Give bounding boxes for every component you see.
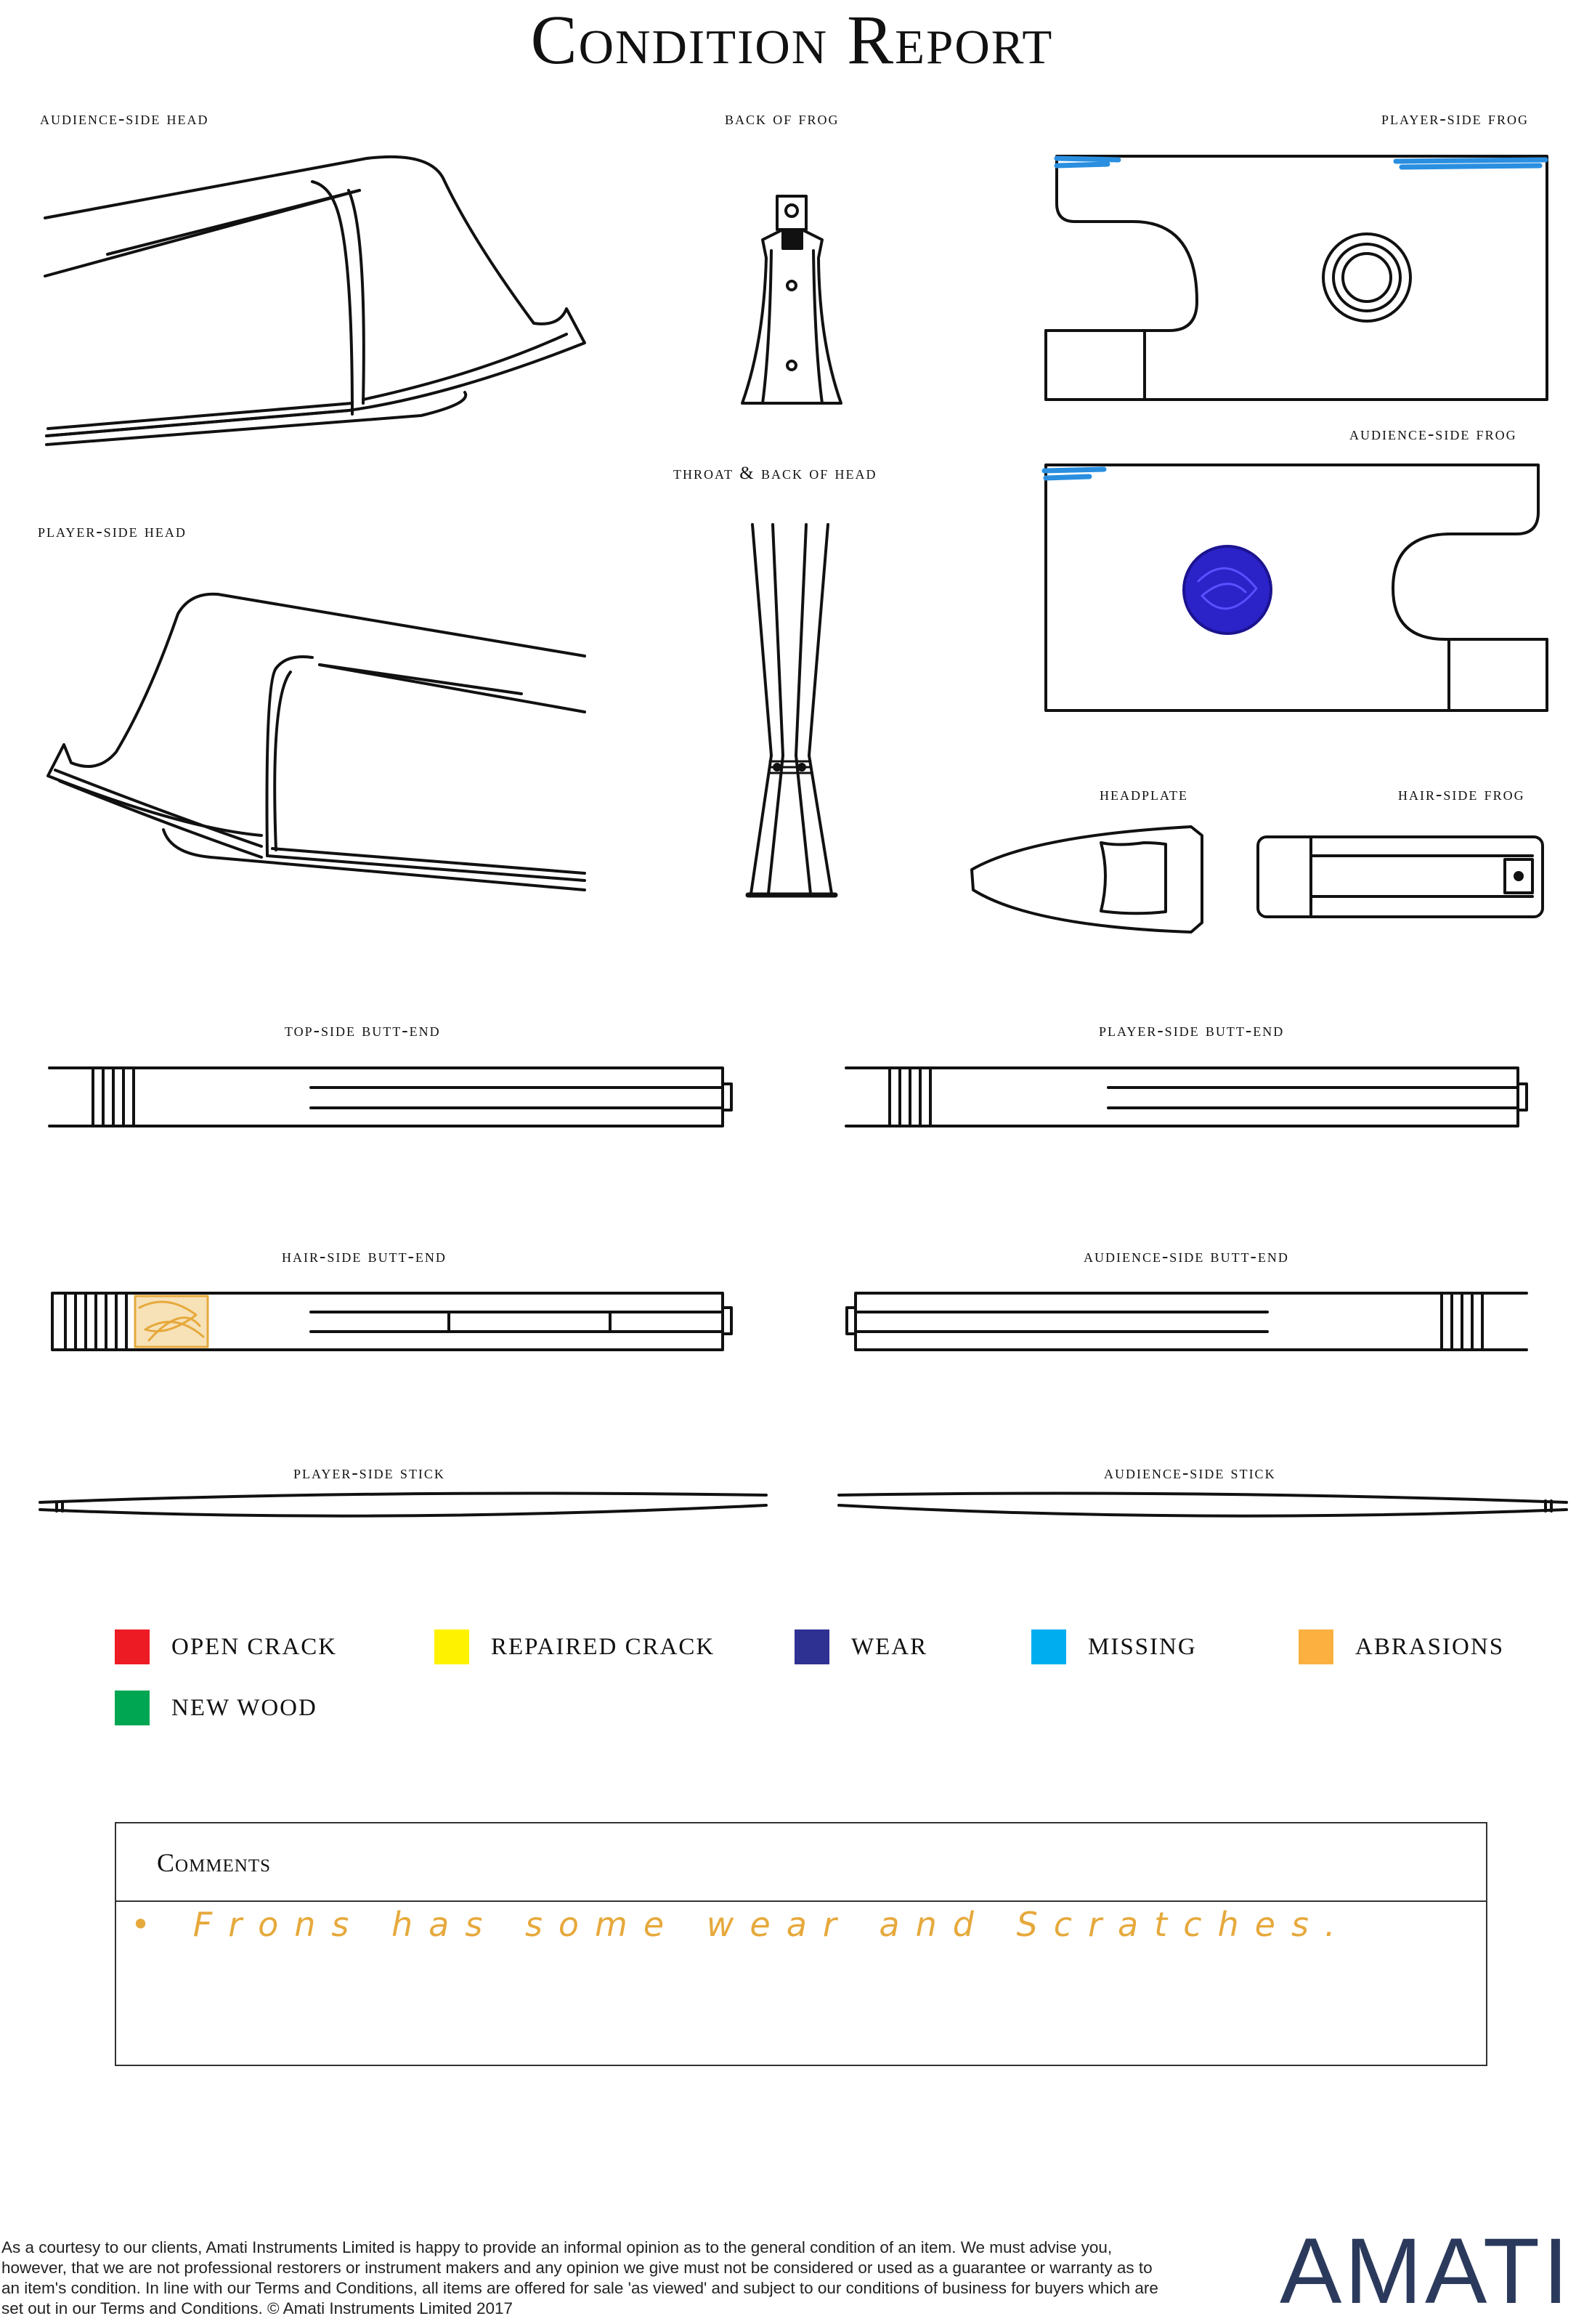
missing-marks-player-frog (1057, 158, 1546, 167)
label-hair-side-frog: hair-side frog (1398, 785, 1525, 804)
label-audience-side-stick: audience-side stick (1104, 1463, 1276, 1483)
amati-logo: AMATI (1280, 2219, 1572, 2323)
diagram-audience-side-butt-end (847, 1293, 1527, 1350)
label-player-side-head: player-side head (38, 522, 187, 541)
diagram-top-side-butt-end (49, 1068, 731, 1126)
legend-label: MISSING (1088, 1633, 1197, 1660)
legend-item-new-wood (115, 1690, 317, 1726)
diagram-player-side-stick (40, 1494, 766, 1516)
diagram-throat-back-of-head (748, 525, 835, 895)
diagram-hair-side-butt-end (52, 1293, 731, 1350)
comments-box (115, 1822, 1487, 2066)
swatch-red (115, 1629, 150, 1664)
diagram-player-side-butt-end (846, 1068, 1527, 1126)
legend-item-repaired-crack (434, 1629, 715, 1665)
diagram-back-of-frog (742, 196, 841, 403)
diagram-audience-side-stick (839, 1494, 1567, 1516)
swatch-navy (795, 1629, 829, 1664)
label-player-side-frog: player-side frog (1381, 109, 1529, 129)
label-top-side-butt-end: top-side butt-end (285, 1021, 441, 1040)
legend-label: ABRASIONS (1355, 1633, 1505, 1660)
label-audience-side-frog: audience-side frog (1349, 424, 1517, 444)
diagram-hair-side-frog (1258, 837, 1543, 917)
legend-label: WEAR (851, 1633, 928, 1660)
label-audience-side-butt-end: audience-side butt-end (1084, 1247, 1289, 1266)
swatch-orange (1299, 1629, 1333, 1664)
label-audience-side-head: audience-side head (40, 109, 209, 129)
label-headplate: headplate (1100, 785, 1188, 804)
legend-item-abrasions (1299, 1629, 1504, 1665)
diagram-player-side-frog (1046, 156, 1547, 400)
missing-marks-audience-frog (1044, 469, 1104, 478)
diagram-headplate (972, 827, 1202, 932)
disclaimer-text: As a courtesy to our clients, Amati Instruments Limited is happy to provide an informal opinion as to the general condition of an item. We must advise you, however, that we are not professional restorers or instrument makers and any opinion we give must not be considered or used as a guarantee or warranty as to an item's condition. In line with our Terms and Conditions, all items are offered for sale 'as viewed' and subject to our conditions of business for buyers which are set out in our Terms and Conditions. © Amati Instruments Limited 2017 (1, 2238, 1158, 2317)
legend-item-wear (795, 1629, 927, 1665)
page-title: Condition Report (530, 1, 1054, 78)
legend-item-open-crack (115, 1629, 337, 1665)
swatch-yellow (434, 1629, 469, 1664)
wear-mark-audience-frog (1184, 546, 1271, 633)
label-hair-side-butt-end: hair-side butt-end (282, 1247, 447, 1266)
swatch-cyan (1031, 1629, 1066, 1664)
label-throat-back-of-head: throat & back of head (673, 463, 877, 483)
label-back-of-frog: back of frog (725, 109, 840, 129)
legend-label: NEW WOOD (171, 1694, 317, 1721)
diagram-player-side-head (48, 594, 585, 890)
swatch-green (115, 1691, 150, 1725)
diagram-audience-side-head (45, 157, 585, 445)
label-player-side-butt-end: player-side butt-end (1099, 1021, 1285, 1040)
legend-label: REPAIRED CRACK (491, 1633, 715, 1660)
legend-item-missing (1031, 1629, 1197, 1665)
legend-label: OPEN CRACK (171, 1633, 338, 1660)
comments-heading: Comments (116, 1823, 1486, 1902)
label-player-side-stick: player-side stick (293, 1463, 445, 1483)
comments-handwritten-text: • Frons has some wear and Scratches. (131, 1905, 1352, 1944)
diagram-audience-side-frog (1046, 465, 1547, 710)
